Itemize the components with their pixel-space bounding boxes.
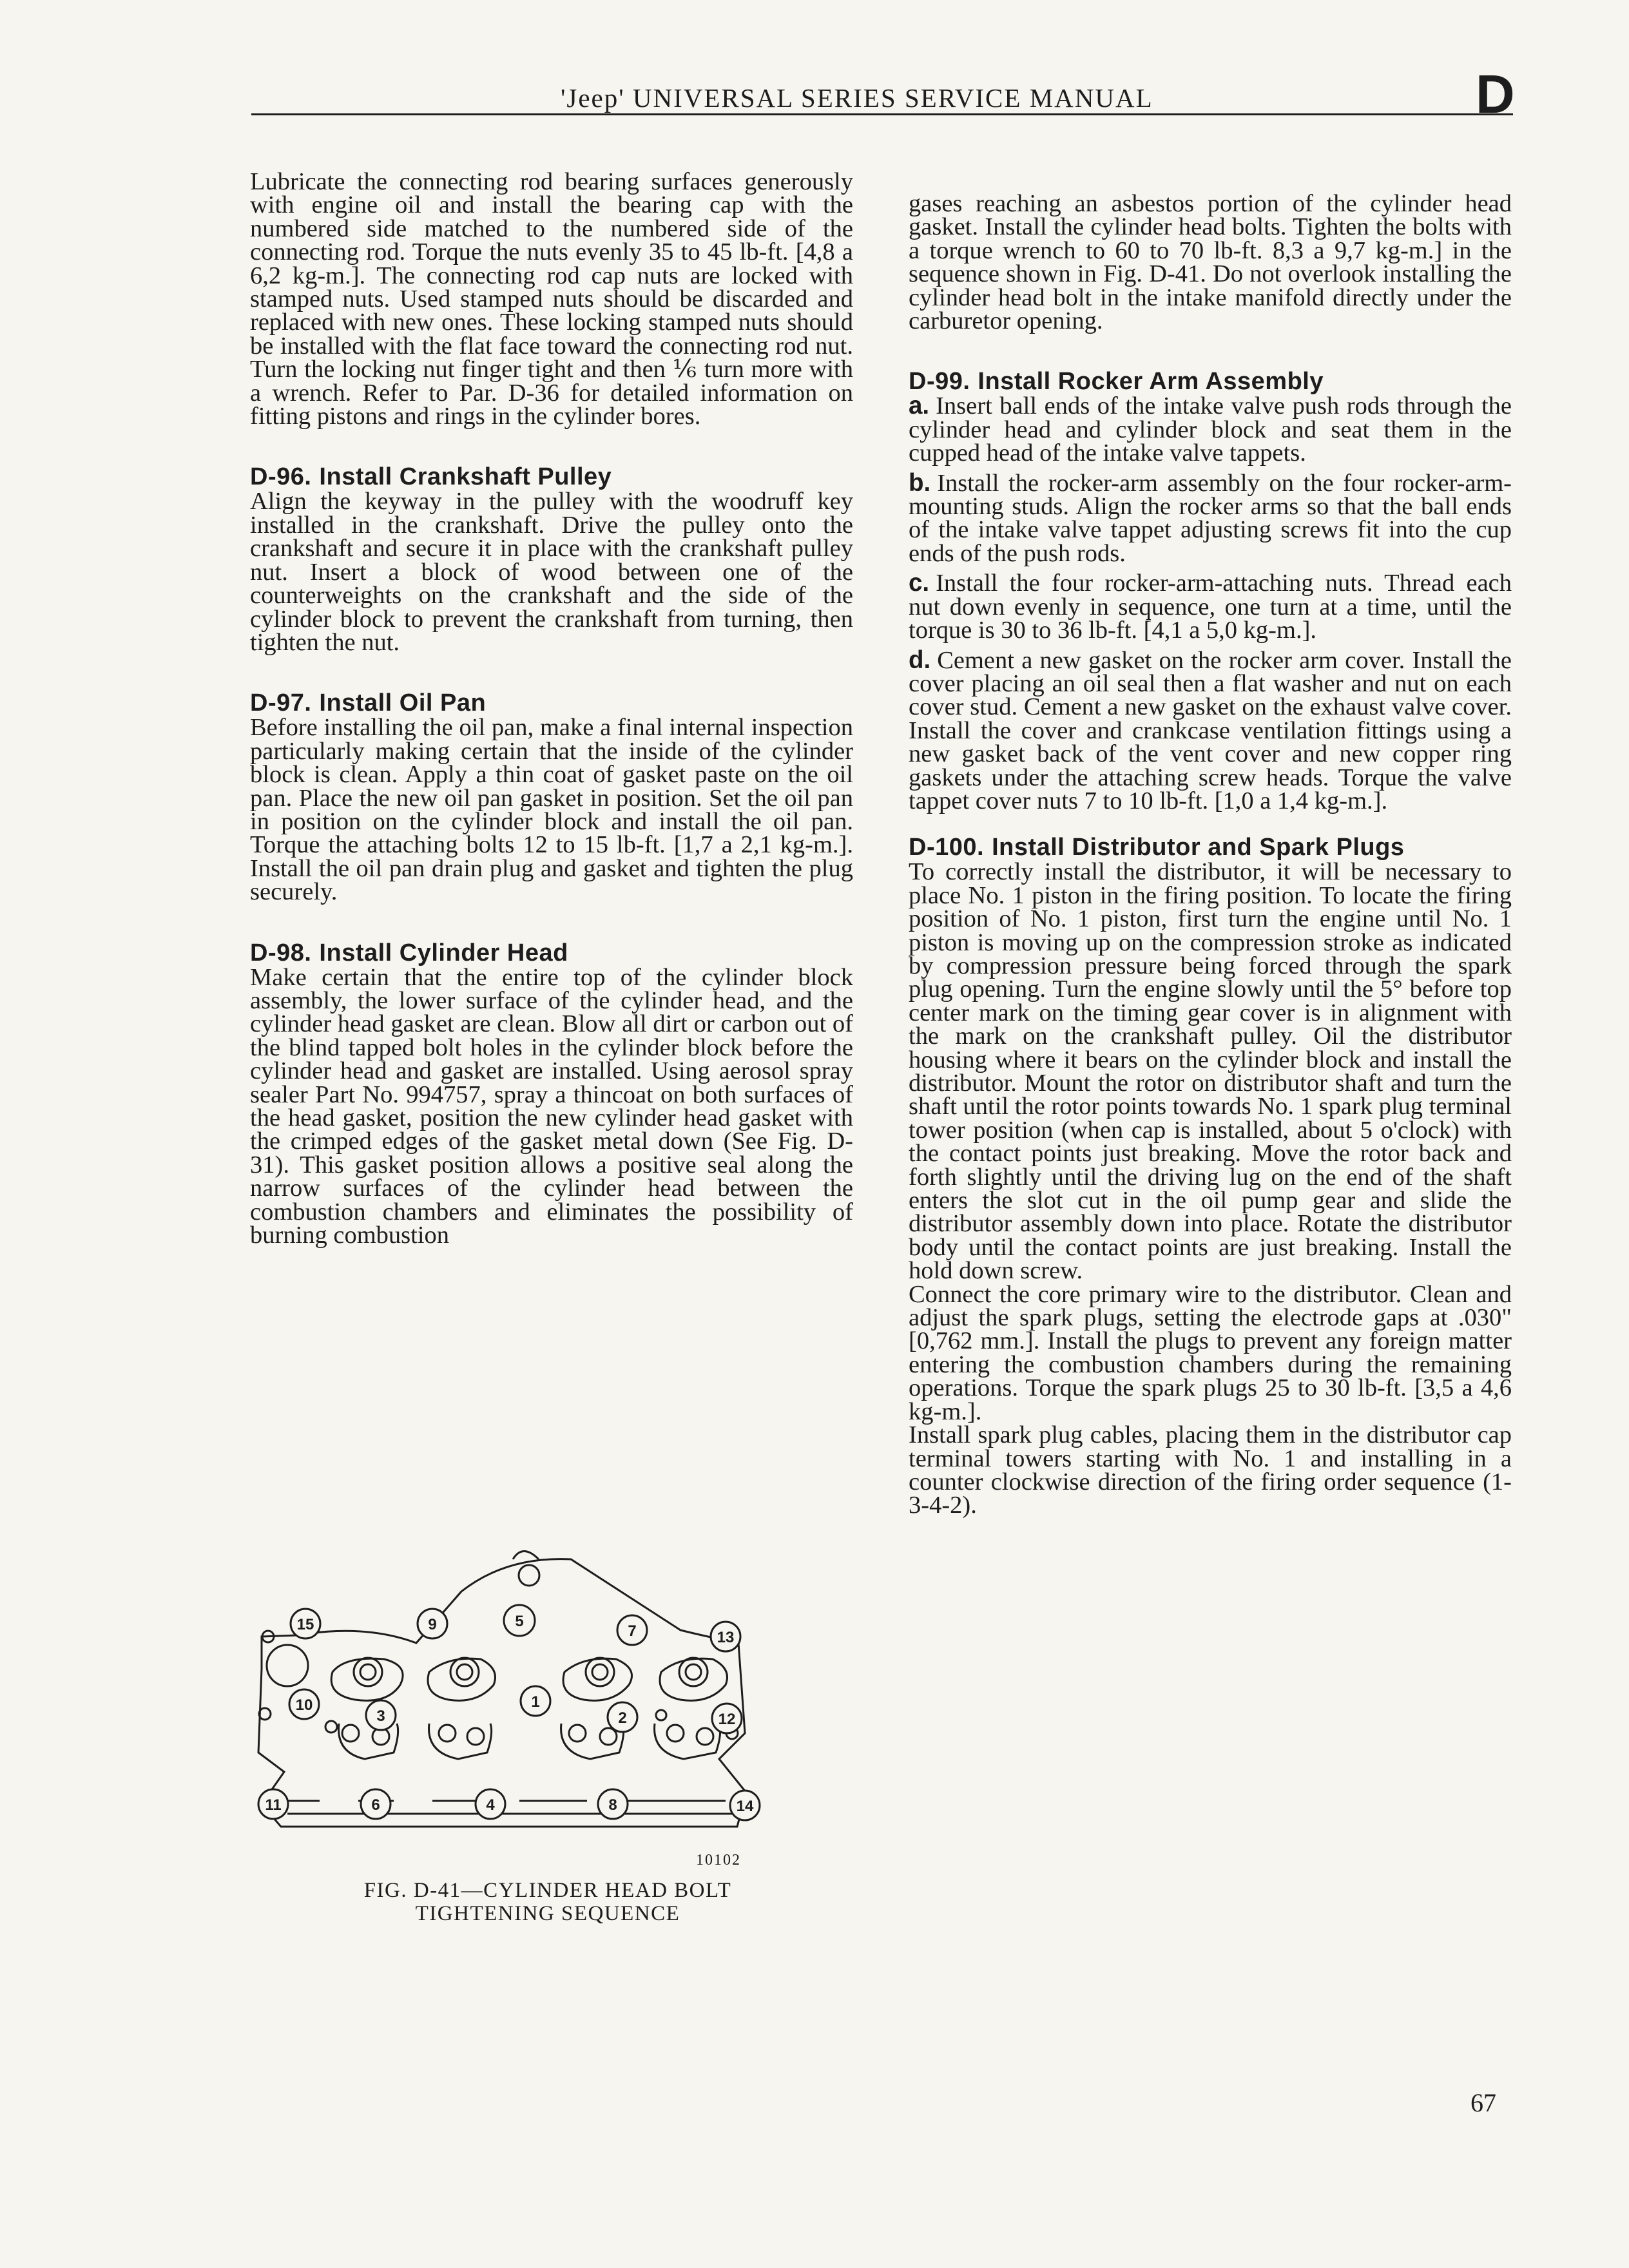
section-number: D-99.	[909, 368, 970, 396]
right-column	[909, 192, 1512, 1517]
bolt-label: 10	[295, 1696, 313, 1714]
section-title: Install Rocker Arm Assembly	[978, 368, 1324, 396]
spark-plug-boss	[354, 1658, 382, 1686]
step-b	[909, 468, 1512, 567]
intro-paragraph: Lubricate the connecting rod bearing surfaces generously with engine oil and install the bearing cap with the numbered side matched to the numbered side of the connecting rod. Torque the nuts evenly 35 to 45 lb-ft. [4,8 a 6,2 kg-m.]. The connecting rod cap nuts are locked with stamped nuts. Used stamped nuts should be discarded and replaced with new ones. These locking stamped nuts should be installed with the flat face toward the connecting rod nut. Turn the locking nut finger tight and then ⅙ turn more with a wrench. Refer to Par. D-36 for detailed information on fitting pistons and rings in the cylinder bores.	[250, 168, 853, 430]
running-header-title: 'Jeep' UNIVERSAL SERIES SERVICE MANUAL	[561, 83, 1153, 113]
step-text: Install the rocker-arm assembly on the four rocker-arm-mounting studs. Align the rocker arms so that the ball ends of the intake valve tappet adjusting screws fit into the cup ends of the push rods.	[909, 469, 1512, 567]
bolt-label: 12	[718, 1711, 736, 1728]
bolt-label: 1	[531, 1693, 540, 1711]
step-letter: c.	[909, 569, 930, 597]
bolt-label: 3	[376, 1707, 385, 1725]
figure-caption-line: TIGHTENING SEQUENCE	[415, 1902, 680, 1925]
section-body-d98: Make certain that the entire top of the cylinder block assembly, the lower surface of the cylinder head, and the cylinder head gasket are clean. Blow all dirt or carbon out of the blind tapped bolt holes in the cylinder block before the cylinder head and gasket are installed. Using aerosol spray sealer Part No. 994757, spray a thincoat on both surfaces of the head gasket, position the new cylinder head gasket with the crimped edges of the gasket metal down (See Fig. D-31). This gasket position allows a positive seal along the narrow surfaces of the cylinder head between the combustion chambers and eliminates the possibility of burning combustion	[250, 963, 853, 1249]
bolt-label: 15	[296, 1616, 314, 1633]
cable-paragraph: Install spark plug cables, placing them in the distributor cap terminal towers starting with No. 1 and installing in a counter clockwise direction of the firing order sequence (1-3-4-2).	[909, 1421, 1512, 1519]
step-text: Install the four rocker-arm-attaching nuts. Thread each nut down evenly in sequence, one turn at a time, until the torque is 30 to 36 lb-ft. [4,1 a 5,0 kg-m.].	[909, 570, 1512, 644]
step-c	[909, 569, 1512, 644]
step-d	[909, 646, 1512, 814]
section-title: Install Oil Pan	[319, 689, 487, 717]
section-heading-d97	[250, 690, 853, 716]
bolt-label: 11	[265, 1796, 282, 1814]
section-title: Install Crankshaft Pulley	[319, 463, 612, 491]
section-title: Install Cylinder Head	[319, 939, 568, 966]
step-a	[909, 394, 1512, 465]
spark-plug-boss	[450, 1658, 479, 1686]
left-column	[250, 170, 853, 1247]
section-number: D-100.	[909, 834, 985, 861]
spark-plug-paragraph: Connect the core primary wire to the distributor. Clean and adjust the spark plugs, setting the electrode gaps at .030" [0,762 mm.]. Install the plugs to prevent any foreign matter entering the combustion chambers during the remaining operations. Torque the spark plugs 25 to 30 lb-ft. [3,5 a 4,6 kg-m.].	[909, 1280, 1512, 1425]
bolt-label: 13	[717, 1629, 735, 1646]
section-letter: D	[1476, 64, 1515, 124]
section-number: D-98.	[250, 939, 312, 966]
bolt-label: 9	[428, 1616, 437, 1633]
bolt-label: 7	[628, 1622, 637, 1640]
page-number: 67	[1470, 2088, 1496, 2117]
bolt-label: 5	[515, 1613, 524, 1630]
figure-caption-line: FIG. D-41—CYLINDER HEAD BOLT	[363, 1879, 732, 1902]
step-letter: b.	[909, 468, 931, 497]
bolt-label: 6	[371, 1796, 380, 1814]
section-heading-d98	[250, 940, 853, 966]
section-heading-d100	[909, 834, 1512, 860]
section-number: D-96.	[250, 463, 312, 491]
cylinder-head-outline	[258, 1559, 746, 1827]
continued-paragraph: gases reaching an asbestos portion of the cylinder head gasket. Install the cylinder head bolts. Tighten the bolts with a torque wrench to 60 to 70 lb-ft. 8,3 a 9,7 kg-m.] in the sequence shown in Fig. D-41. Do not overlook installing the cylinder head bolt in the intake manifold directly under the carburetor opening.	[909, 190, 1512, 335]
bolt-label: 8	[608, 1796, 617, 1814]
header-rule	[251, 113, 1513, 115]
section-heading-d99	[909, 369, 1512, 394]
section-heading-d96	[250, 464, 853, 490]
distributor-paragraph: To correctly install the distributor, it will be necessary to place No. 1 piston in the firing position. To locate the firing position of No. 1 piston, first turn the engine until No. 1 piston is moving up on the compression stroke as indicated by compression pressure being forced through the spark plug opening. Turn the engine slowly until the 5° before top center mark on the timing gear cover is in alignment with the mark on the crankshaft pulley. Oil the distributor housing where it bears on the cylinder block and install the distributor. Mount the rotor on distributor shaft and turn the shaft until the rotor points towards No. 1 spark plug terminal tower position (when cap is installed, about 5 o'clock) with the contact points just breaking. Move the rotor back and forth slightly until the driving lug on the end of the shaft enters the slot cut in the oil pump gear and slide the distributor assembly down into place. Rotate the distributor body until the contact points are just breaking. Install the hold down screw.	[909, 858, 1512, 1285]
bolt-label: 14	[736, 1798, 754, 1815]
step-text: Insert ball ends of the intake valve push rods through the cylinder head and cylinder block and seat them in the cupped head of the intake valve tappets.	[909, 392, 1512, 467]
section-number: D-97.	[250, 689, 312, 717]
cylinder-head-bolt-diagram	[236, 1540, 816, 1843]
step-text: Cement a new gasket on the rocker arm cover. Install the cover placing an oil seal then a flat washer and nut on each cover stud. Cement a new gasket on the exhaust valve cover. Install the cover and crankcase ventilation fittings using a new gasket back of the vent cover and new copper ring gaskets under the attaching screw heads. Torque the valve tappet cover nuts 7 to 10 lb-ft. [1,0 a 1,4 kg-m.].	[909, 646, 1512, 814]
spark-plug-boss	[679, 1658, 708, 1686]
step-letter: a.	[909, 392, 930, 420]
figure-caption	[303, 1879, 793, 1925]
bolt-label: 4	[486, 1796, 495, 1814]
figure-number: 10102	[696, 1852, 741, 1869]
step-letter: d.	[909, 646, 931, 674]
bolt-label: 2	[618, 1709, 627, 1727]
section-body-d96: Align the keyway in the pulley with the woodruff key installed in the crankshaft. Drive the pulley onto the crankshaft and secure it in place with the crankshaft pulley nut. Insert a block of wood between one of the counterweights on the crankshaft and the side of the cylinder block to prevent the crankshaft from turning, then tighten the nut.	[250, 488, 853, 656]
section-body-d97: Before installing the oil pan, make a final internal inspection particularly making certain that the inside of the cylinder block is clean. Apply a thin coat of gasket paste on the oil pan. Place the new oil pan gasket in position. Set the oil pan in position on the cylinder block and install the oil pan. Torque the attaching bolts 12 to 15 lb-ft. [1,7 a 2,1 kg-m.]. Install the oil pan drain plug and gasket and tighten the plug securely.	[250, 714, 853, 906]
spark-plug-boss	[586, 1658, 614, 1686]
section-title: Install Distributor and Spark Plugs	[992, 834, 1405, 861]
